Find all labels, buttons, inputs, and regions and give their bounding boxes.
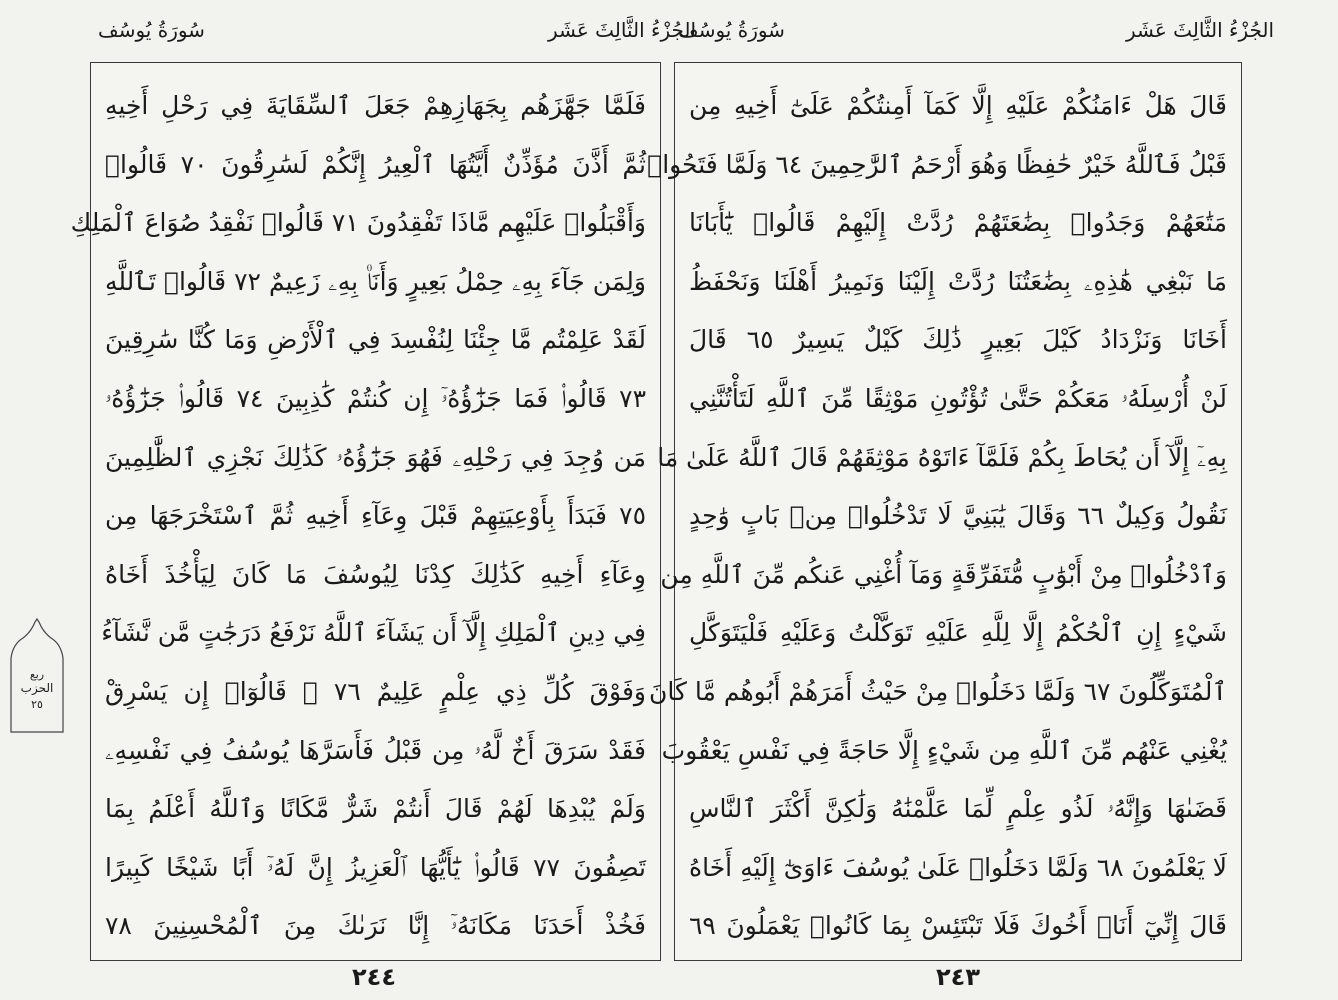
left-page-text xyxy=(70,77,660,956)
right-line: قَالَ إِنِّيٓ أَنَا۠ أَخُوكَ فَلَا تَبْتَئِسْ بِمَا كَانُوا۟ يَعْمَلُونَ ٦٩ xyxy=(689,911,1227,941)
right-line: لَا يَعْلَمُونَ ٦٨ وَلَمَّا دَخَلُوا۟ عَلَىٰ يُوسُفَ ءَاوَىٰٓ إِلَيْهِ أَخَاهُ xyxy=(689,852,1227,882)
left-page-frame xyxy=(70,62,661,961)
right-juz-title: الجُزْءُ الثَّالِثَ عَشَر xyxy=(1126,18,1275,42)
left-line: لَقَدْ عَلِمْتُم مَّا جِئْنَا لِنُفْسِدَ فِي ٱلْأَرْضِ وَمَا كُنَّا سَٰرِقِينَ xyxy=(105,325,646,355)
left-page-number: ٢٤٤ xyxy=(352,963,396,991)
right-line: ٱلْمُتَوَكِّلُونَ ٦٧ وَلَمَّا دَخَلُوا۟ مِنْ حَيْثُ أَمَرَهُمْ أَبُوهُم مَّا كَانَ xyxy=(649,676,1227,706)
right-page-number: ٢٤٣ xyxy=(936,963,980,991)
left-line: وَلِمَن جَآءَ بِهِۦ حِمْلُ بَعِيرٍ وَأَنَا۠ بِهِۦ زَعِيمٌ ٧٢ قَالُوا۟ تَٱللَّهِ xyxy=(105,266,646,296)
hizb-quarter-marker xyxy=(9,618,65,734)
right-line: مَا نَبْغِي هَٰذِهِۦ بِضَٰعَتُنَا رُدَّتْ إِلَيْنَا وَنَمِيرُ أَهْلَنَا وَنَحْفَظُ xyxy=(689,266,1227,296)
right-page-text xyxy=(647,77,1241,956)
right-line: قَالَ هَلْ ءَامَنُكُمْ عَلَيْهِ إِلَّا كَمَآ أَمِنتُكُمْ عَلَىٰٓ أَخِيهِ مِن xyxy=(689,91,1227,120)
left-line: فِي دِينِ ٱلْمَلِكِ إِلَّآ أَن يَشَآءَ ٱللَّهُ نَرْفَعُ دَرَجَٰتٍ مَّن نَّشَآءُ xyxy=(101,618,646,648)
right-line: بِهِۦٓ إِلَّآ أَن يُحَاطَ بِكُمْ فَلَمَّآ ءَاتَوْهُ مَوْثِقَهُمْ قَالَ ٱللَّهُ عَلَىٰ مَا xyxy=(657,442,1227,472)
left-line: وَلَمْ يُبْدِهَا لَهُمْ قَالَ أَنتُمْ شَرٌّ مَّكَانًا وَٱللَّهُ أَعْلَمُ بِمَا xyxy=(105,794,646,824)
right-page-frame xyxy=(647,62,1242,961)
left-line: ثُمَّ أَذَّنَ مُؤَذِّنٌ أَيَّتُهَا ٱلْعِيرُ إِنَّكُمْ لَسَٰرِقُونَ ٧٠ قَالُوا۟ xyxy=(105,149,646,179)
left-surah-title: سُورَةُ يُوسُف xyxy=(98,18,205,42)
hizb-number: ٢٥ xyxy=(31,698,43,711)
right-line: نَقُولُ وَكِيلٌ ٦٦ وَقَالَ يَٰبَنِيَّ لَا تَدْخُلُوا۟ مِنۢ بَابٍ وَٰحِدٍ xyxy=(689,501,1228,531)
hizb-label-quarter: ربع xyxy=(29,668,45,681)
hizb-label-hizb: الحزب xyxy=(20,681,54,695)
left-line: وَأَقْبَلُوا۟ عَلَيْهِم مَّاذَا تَفْقِدُونَ ٧١ قَالُوا۟ نَفْقِدُ صُوَاعَ ٱلْمَلِكِ xyxy=(70,208,646,238)
left-juz-title: الجُزْءُ الثَّالِثَ عَشَر xyxy=(548,18,697,42)
right-line: مَتَٰعَهُمْ وَجَدُوا۟ بِضَٰعَتَهُمْ رُدَّتْ إِلَيْهِمْ قَالُوا۟ يَٰٓأَبَانَا xyxy=(689,208,1227,238)
right-surah-title: سُورَةُ يُوسُف xyxy=(678,18,785,42)
left-line: وِعَآءِ أَخِيهِ كَذَٰلِكَ كِدْنَا لِيُوسُفَ مَا كَانَ لِيَأْخُذَ أَخَاهُ xyxy=(105,559,646,589)
right-line: أَخَانَا وَنَزْدَادُ كَيْلَ بَعِيرٍ ذَٰلِكَ كَيْلٌ يَسِيرٌ ٦٥ قَالَ xyxy=(689,325,1227,355)
right-line: وَٱدْخُلُوا۟ مِنْ أَبْوَٰبٍ مُّتَفَرِّقَةٍ وَمَآ أُغْنِي عَنكُم مِّنَ ٱللَّهِ مِن xyxy=(660,559,1227,589)
left-line: فَقَدْ سَرَقَ أَخٌ لَّهُۥ مِن قَبْلُ فَأَسَرَّهَا يُوسُفُ فِي نَفْسِهِۦ xyxy=(105,735,646,765)
left-line: فَلَمَّا جَهَّزَهُم بِجَهَازِهِمْ جَعَلَ ٱلسِّقَايَةَ فِي رَحْلِ أَخِيهِ xyxy=(105,91,646,120)
right-line: شَيْءٍ إِنِ ٱلْحُكْمُ إِلَّا لِلَّهِ عَلَيْهِ تَوَكَّلْتُ وَعَلَيْهِ فَلْيَتَوَكَّلِ xyxy=(689,618,1227,648)
left-line: تَصِفُونَ ٧٧ قَالُوا۟ يَٰٓأَيُّهَا ٱلْعَزِيزُ إِنَّ لَهُۥٓ أَبًا شَيْخًا كَبِيرًا xyxy=(105,852,646,882)
left-line: ٧٥ فَبَدَأَ بِأَوْعِيَتِهِمْ قَبْلَ وِعَآءِ أَخِيهِ ثُمَّ ٱسْتَخْرَجَهَا مِن xyxy=(105,501,646,531)
right-line: قَضَىٰهَا وَإِنَّهُۥ لَذُو عِلْمٍ لِّمَا عَلَّمْنَٰهُ وَلَٰكِنَّ أَكْثَرَ ٱلنَّاسِ xyxy=(689,794,1227,824)
right-line: يُغْنِي عَنْهُم مِّنَ ٱللَّهِ مِن شَيْءٍ إِلَّا حَاجَةً فِي نَفْسِ يَعْقُوبَ xyxy=(661,735,1227,765)
left-line: وَفَوْقَ كُلِّ ذِي عِلْمٍ عَلِيمٌ ٧٦ ۞ قَالُوٓا۟ إِن يَسْرِقْ xyxy=(105,676,646,706)
left-line: ٧٣ قَالُوا۟ فَمَا جَزَٰٓؤُهُۥٓ إِن كُنتُمْ كَٰذِبِينَ ٧٤ قَالُوا۟ جَزَٰٓؤُهُۥ xyxy=(105,383,646,413)
right-line: قَبْلُ فَٱللَّهُ خَيْرٌ حَٰفِظًا وَهُوَ أَرْحَمُ ٱلرَّٰحِمِينَ ٦٤ وَلَمَّا فَتَحُوا۟ xyxy=(647,149,1227,179)
left-line: فَخُذْ أَحَدَنَا مَكَانَهُۥٓ إِنَّا نَرَىٰكَ مِنَ ٱلْمُحْسِنِينَ ٧٨ xyxy=(105,911,646,941)
right-line: لَنْ أُرْسِلَهُۥ مَعَكُمْ حَتَّىٰ تُؤْتُونِ مَوْثِقًا مِّنَ ٱللَّهِ لَتَأْتُنَّنِي xyxy=(689,383,1227,413)
left-line: مَن وُجِدَ فِي رَحْلِهِۦ فَهُوَ جَزَٰٓؤُهُۥ كَذَٰلِكَ نَجْزِي ٱلظَّٰلِمِينَ xyxy=(105,442,646,472)
